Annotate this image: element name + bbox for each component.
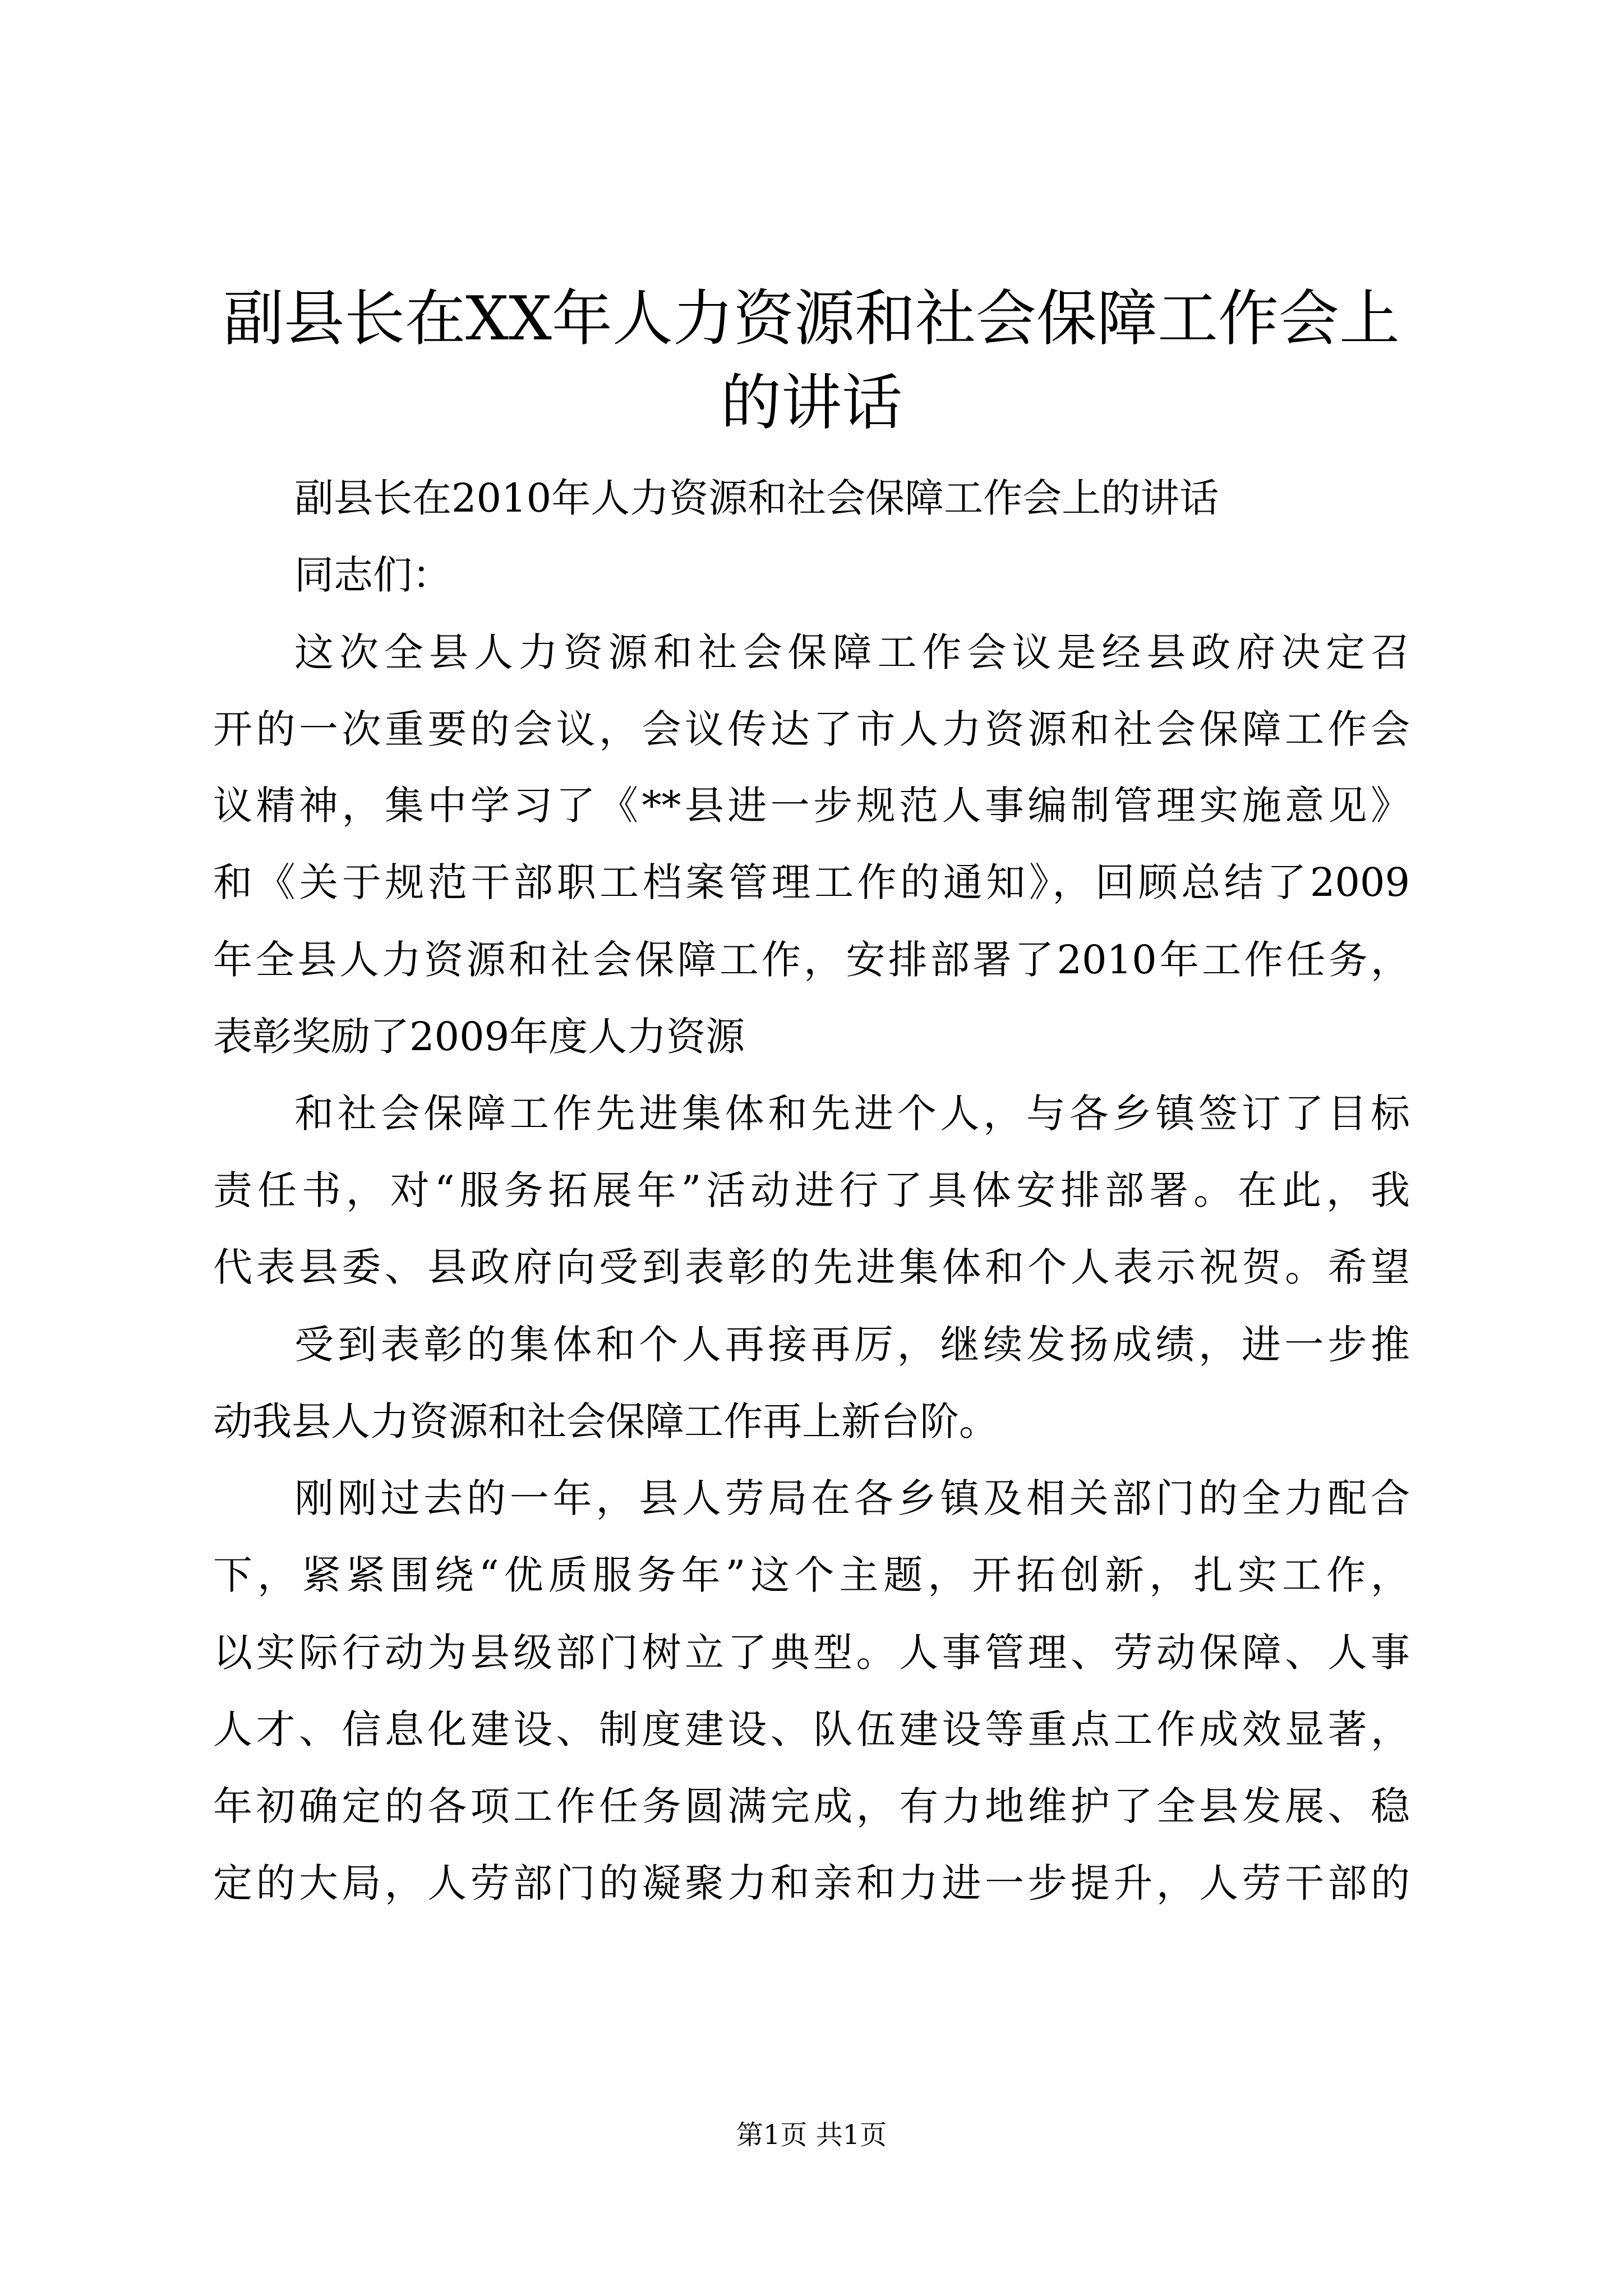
- body-line: 年初确定的各项工作任务圆满完成，有力地维护了全县发展、稳: [213, 1783, 1410, 1829]
- body-line: 责任书，对“服务拓展年”活动进行了具体安排部署。在此，我: [213, 1167, 1410, 1213]
- body-line: 受到表彰的集体和个人再接再厉，继续发扬成绩，进一步推: [294, 1322, 1410, 1368]
- body-line: 以实际行动为县级部门树立了典型。人事管理、劳动保障、人事: [213, 1630, 1410, 1676]
- body-line: 和《关于规范干部职工档案管理工作的通知》，回顾总结了2009: [213, 859, 1410, 905]
- body-line: 代表县委、县政府向受到表彰的先进集体和个人表示祝贺。希望: [213, 1244, 1410, 1290]
- body-line: 表彰奖励了2009年度人力资源: [213, 1014, 745, 1060]
- body-line: 下，紧紧围绕“优质服务年”这个主题，开拓创新，扎实工作，: [213, 1552, 1410, 1598]
- subtitle-line: 副县长在2010年人力资源和社会保障工作会上的讲话: [294, 475, 1219, 521]
- body-line: 这次全县人力资源和社会保障工作会议是经县政府决定召: [294, 629, 1410, 675]
- body-line: 年全县人力资源和社会保障工作，安排部署了2010年工作任务，: [213, 937, 1410, 983]
- salutation-line: 同志们：: [294, 552, 451, 598]
- page-footer: 第1页 共1页: [736, 2119, 887, 2151]
- body-line: 开的一次重要的会议，会议传达了市人力资源和社会保障工作会: [213, 706, 1410, 752]
- body-line: 人才、信息化建设、制度建设、队伍建设等重点工作成效显著，: [213, 1706, 1410, 1752]
- body-line: 动我县人力资源和社会保障工作再上新台阶。: [213, 1398, 998, 1444]
- body-line: 定的大局，人劳部门的凝聚力和亲和力进一步提升，人劳干部的: [213, 1860, 1410, 1906]
- body-line: 议精神，集中学习了《**县进一步规范人事编制管理实施意见》: [213, 783, 1410, 829]
- body-line: 刚刚过去的一年，县人劳局在各乡镇及相关部门的全力配合: [294, 1475, 1410, 1521]
- document-title-line-1: 副县长在XX年人力资源和社会保障工作会上: [223, 284, 1400, 354]
- body-line: 和社会保障工作先进集体和先进个人，与各乡镇签订了目标: [294, 1091, 1410, 1137]
- document-title-line-2: 的讲话: [720, 368, 902, 438]
